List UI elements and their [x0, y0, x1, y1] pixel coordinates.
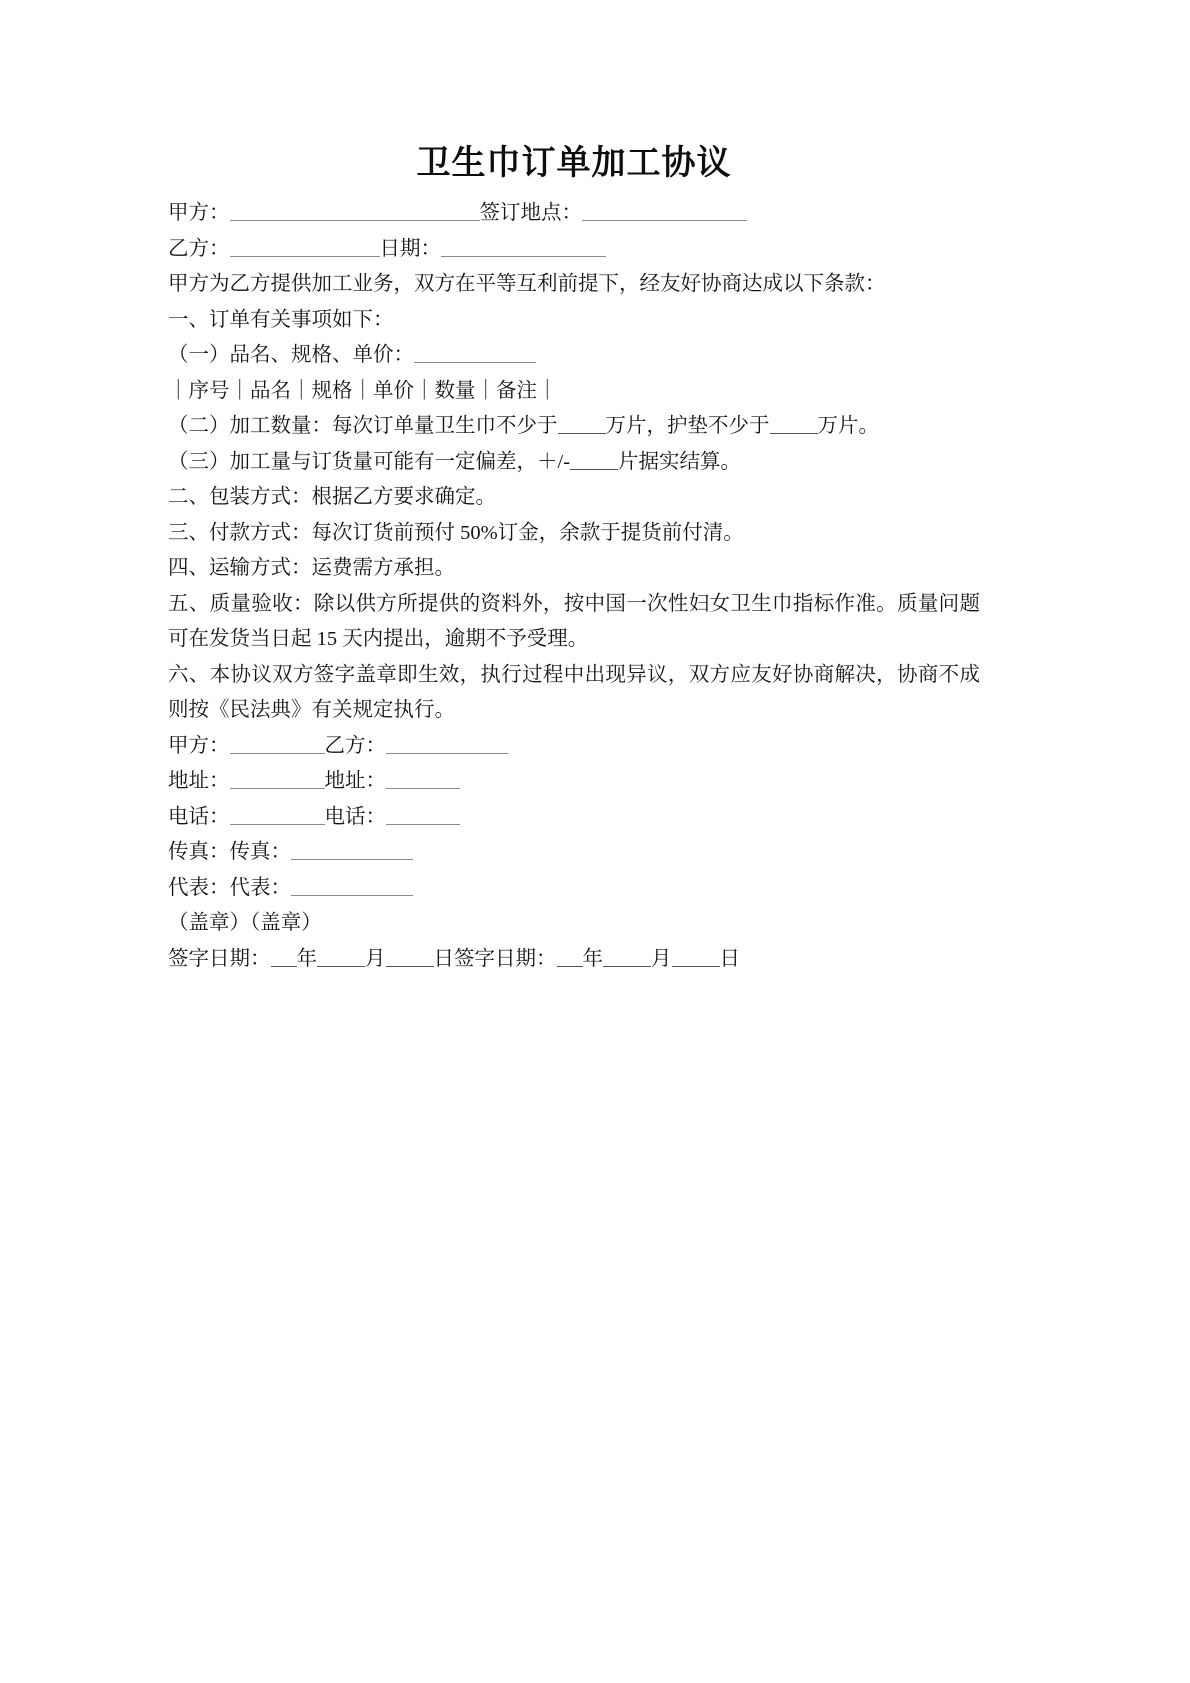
section-4-heading: 四、运输方式：运费需方承担。 [168, 557, 455, 579]
item-3-label: （三）加工量与订货量可能有一定偏差，＋/- [168, 450, 571, 473]
sig-date-b-month-blank[interactable] [603, 946, 651, 966]
sig-fax-a-label: 传真： [168, 841, 230, 863]
item-3-end: 片据实结算。 [618, 450, 742, 473]
sig-address-a-blank[interactable] [230, 769, 325, 789]
section-1-item-1 [168, 338, 980, 374]
sig-rep-a-label: 代表： [168, 876, 230, 899]
section-3-heading: 三、付款方式：每次订货前预付 50%订金，余款于提货前付清。 [168, 521, 744, 544]
sig-row-rep [168, 871, 980, 907]
sig-date-a-month: 月 [365, 947, 386, 970]
spec-table-row: ｜序号｜品名｜规格｜单价｜数量｜备注｜ [168, 379, 558, 402]
section-1-heading: 一、订单有关事项如下： [168, 308, 394, 331]
sig-row-fax [168, 835, 980, 871]
section-2-heading: 二、包装方式：根据乙方要求确定。 [168, 486, 496, 508]
sig-party-b-label: 乙方： [324, 734, 386, 757]
item-2-blank-pad[interactable] [770, 414, 818, 434]
sig-date-a-year-blank[interactable] [271, 946, 297, 966]
sig-row-address [168, 764, 980, 800]
signing-location-label: 签订地点： [479, 202, 582, 224]
document-body [168, 140, 980, 977]
party-a-location-line [168, 196, 980, 232]
page-title: 卫生巾订单加工协议 [416, 143, 732, 183]
sig-date-a-day: 日 [433, 947, 454, 970]
sig-date-b-year-blank[interactable] [557, 946, 583, 966]
party-a-blank[interactable] [230, 201, 480, 221]
item-1-label: （一）品名、规格、单价： [168, 344, 414, 366]
sign-date-blank[interactable] [441, 236, 606, 256]
sig-address-a-label: 地址： [168, 770, 230, 792]
item-2-label: （二）加工数量：每次订单量卫生巾不少于 [168, 415, 558, 437]
sig-phone-a-blank[interactable] [230, 804, 325, 824]
sig-rep-b-label: 代表： [229, 876, 291, 899]
item-1-blank[interactable] [414, 343, 536, 363]
sig-rep-b-blank[interactable] [291, 875, 413, 895]
sig-date-b-day: 日 [719, 947, 740, 970]
item-2-mid: 万片，护垫不少于 [605, 415, 770, 437]
signing-location-blank[interactable] [582, 201, 747, 221]
sig-date-a-label: 签字日期： [168, 947, 271, 970]
sig-party-a-label: 甲方： [168, 734, 230, 757]
item-3-blank[interactable] [570, 449, 618, 469]
sig-phone-b-label: 电话： [324, 805, 386, 828]
preamble-paragraph: 甲方为乙方提供加工业务，双方在平等互利前提下，经友好协商达成以下条款： [168, 273, 886, 295]
sig-phone-a-label: 电话： [168, 805, 230, 828]
sig-date-b-day-blank[interactable] [672, 946, 720, 966]
sig-phone-b-blank[interactable] [386, 804, 460, 824]
sig-date-a-month-blank[interactable] [317, 946, 365, 966]
party-b-blank[interactable] [230, 236, 380, 256]
section-5-heading: 五、质量验收：除以供方所提供的资料外，按中国一次性妇女卫生巾指标作准。质量问题可在发货当日起 15 天内提出，逾期不予受理。 [168, 592, 980, 650]
party-b-label: 乙方： [168, 237, 230, 260]
sig-fax-b-label: 传真： [229, 841, 291, 863]
sig-date-a-day-blank[interactable] [386, 946, 434, 966]
sig-date-a-year: 年 [296, 947, 317, 970]
sig-date-b-label: 签字日期： [454, 947, 557, 970]
party-b-date-line [168, 232, 980, 268]
sig-row-party [168, 729, 980, 765]
sig-party-a-blank[interactable] [230, 733, 325, 753]
sig-address-b-label: 地址： [324, 770, 386, 792]
seal-line: （盖章）（盖章） [168, 912, 322, 934]
party-a-label: 甲方： [168, 202, 230, 224]
sign-date-label: 日期： [379, 237, 441, 260]
sig-party-b-blank[interactable] [386, 733, 508, 753]
sig-address-b-blank[interactable] [386, 769, 460, 789]
sig-row-phone [168, 800, 980, 836]
section-1-item-3 [168, 445, 980, 481]
section-6-heading: 六、本协议双方签字盖章即生效，执行过程中出现异议，双方应友好协商解决，协商不成则按《民法典》有关规定执行。 [168, 663, 980, 721]
sig-fax-b-blank[interactable] [291, 840, 413, 860]
item-2-end: 万片。 [817, 415, 879, 437]
signature-date-line [168, 942, 980, 978]
sig-date-b-month: 月 [651, 947, 672, 970]
item-2-blank-napkin[interactable] [558, 414, 606, 434]
section-1-item-2 [168, 409, 980, 445]
sig-date-b-year: 年 [582, 947, 603, 970]
